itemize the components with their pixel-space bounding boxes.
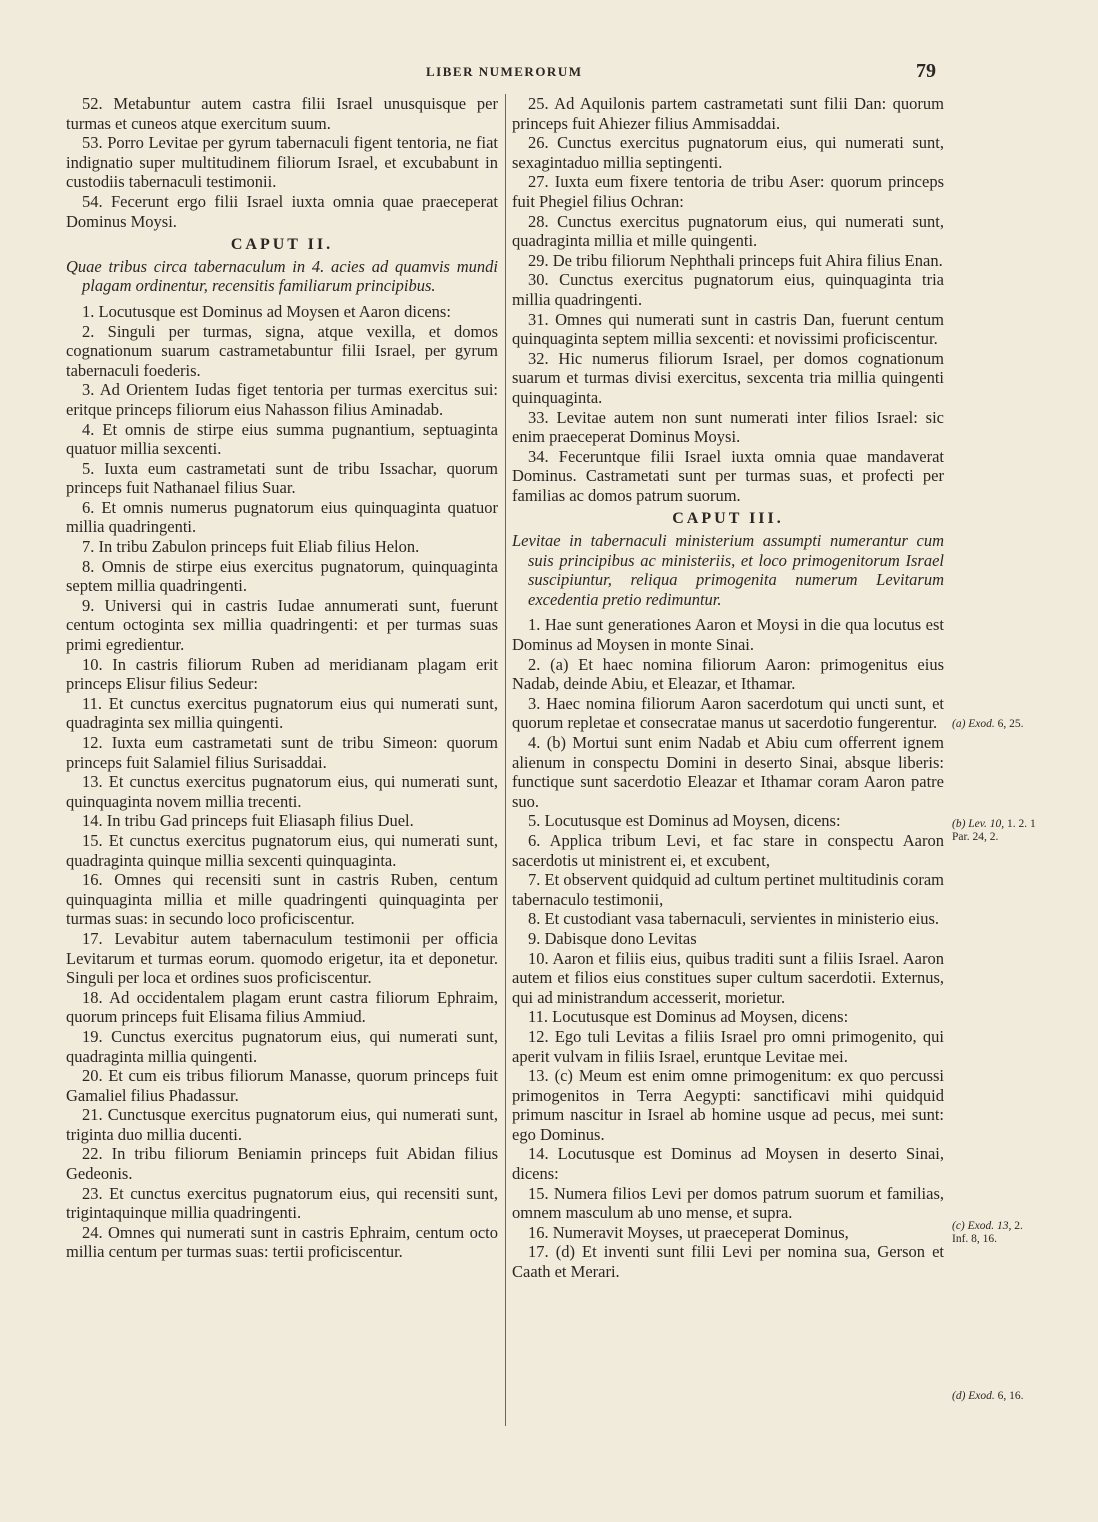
verse: 13. (c) Meum est enim omne primogenitum: ex quo percussi primogenitos in Terra Aegypti: sanctificavi mihi quidquid primum nascitur in Israel ab homine usque ad pecus, mei sunt: ego Dominus.: [512, 1066, 944, 1144]
verse: 53. Porro Levitae per gyrum tabernaculi figent tentoria, ne fiat indignatio super multitudinem filiorum Israel, et excubabunt in custodiis tabernaculi testimonii.: [66, 133, 498, 192]
verse: 8. Omnis de stirpe eius exercitus pugnatorum, quinquaginta septem millia quadringenti.: [66, 556, 498, 596]
margin-note-label: (a) Exod.: [952, 718, 995, 730]
margin-note-ref: 2. Inf. 8, 16.: [952, 1220, 1023, 1245]
verse: 11. Et cunctus exercitus pugnatorum eius qui numerati sunt, quadraginta sex millia quingenti.: [66, 693, 498, 733]
verse: 1. Locutusque est Dominus ad Moysen et Aaron dicens:: [82, 301, 451, 321]
verse: 10. In castris filiorum Ruben ad meridianam plagam erit princeps Elisur filius Sedeur:: [66, 654, 498, 694]
verse: 10. Aaron et filiis eius, quibus traditi sunt a filiis Israel. Aaron autem et filios eius constitues super cultum sacerdotii. Externus, qui ad ministrandum accesserit, morietur.: [512, 948, 944, 1007]
verse: 23. Et cunctus exercitus pugnatorum eius, qui recensiti sunt, trigintaquinque millia quadringenti.: [66, 1183, 498, 1223]
verse: 12. Ego tuli Levitas a filiis Israel pro omni primogenito, qui aperit vulvam in filiis Israel, eruntque Levitae mei.: [512, 1026, 944, 1066]
verse: 33. Levitae autem non sunt numerati inter filios Israel: sic enim praeceperat Dominus Moysi.: [512, 407, 944, 447]
verse: 7. Et observent quidquid ad cultum pertinet multitudinis coram tabernaculo testimonii,: [512, 870, 944, 909]
verse: 9. Universi qui in castris Iudae annumerati sunt, fuerunt centum octoginta sex millia quadringenti: et per turmas suas primi egredientur.: [66, 595, 498, 655]
margin-note-ref: 1. 2. 1 Par. 24, 2.: [952, 818, 1036, 843]
verse: 32. Hic numerus filiorum Israel, per domos cognationum suarum et turmas divisi exercitus, sexcenta tria millia quingenti quinquaginta.: [512, 348, 944, 407]
left-column: [66, 94, 498, 1262]
chapter-title: CAPUT III.: [672, 510, 784, 528]
chapter-summary: Levitae in tabernaculi ministerium assumpti numerantur cum suis principibus ac ministeriis, et loco primogenitorum Israel suscipiuntur, reliqua primogenita numerum Levitarum excedentia pretio redimuntur.: [512, 531, 944, 609]
verse: 25. Ad Aquilonis partem castrametati sunt filii Dan: quorum princeps fuit Ahiezer filius Ammisaddai.: [512, 94, 944, 133]
verse: 18. Ad occidentalem plagam erunt castra filiorum Ephraim, quorum princeps fuit Elisama filius Ammiud.: [66, 987, 498, 1027]
verse: 6. Et omnis numerus pugnatorum eius quinquaginta quatuor millia quadringenti.: [66, 497, 498, 537]
verse: 5. Locutusque est Dominus ad Moysen, dicens:: [528, 811, 841, 831]
verse: 9. Dabisque dono Levitas: [528, 928, 697, 948]
margin-note: [952, 1220, 1042, 1246]
verse: 14. In tribu Gad princeps fuit Eliasaph filius Duel.: [82, 811, 414, 831]
verse: 7. In tribu Zabulon princeps fuit Eliab filius Helon.: [82, 537, 420, 557]
verse: 27. Iuxta eum fixere tentoria de tribu Aser: quorum princeps fuit Phegiel filius Ochran:: [512, 172, 944, 211]
verse: 8. Et custodiant vasa tabernaculi, servientes in ministerio eius.: [528, 909, 940, 929]
verse: 15. Numera filios Levi per domos patrum suorum et familias, omnem masculum ab uno mense, et supra.: [512, 1183, 944, 1223]
verse: 19. Cunctus exercitus pugnatorum eius, qui numerati sunt, quadraginta millia quingenti.: [66, 1026, 498, 1066]
margin-note-label: (d) Exod.: [952, 1390, 995, 1402]
verse: 17. Levabitur autem tabernaculum testimonii per officia Levitarum et turmas eorum. quomodo erigetur, ita et deponetur. Singuli per loca et ordines suos proficiscentur.: [66, 928, 498, 988]
margin-note: [952, 818, 1042, 844]
chapter-title: CAPUT II.: [230, 236, 334, 254]
margin-note-label: (b) Lev. 10,: [952, 818, 1005, 830]
verse: 13. Et cunctus exercitus pugnatorum eius, qui numerati sunt, quinquaginta novem millia trecenti.: [66, 772, 498, 811]
verse: 15. Et cunctus exercitus pugnatorum eius, qui numerati sunt, quadraginta quinque millia sexcenti quinquaginta.: [66, 830, 498, 870]
verse: 3. Haec nomina filiorum Aaron sacerdotum qui uncti sunt, et quorum repletae et consecratae manus ut sacerdotio fungerentur.: [512, 693, 944, 733]
verse: 22. In tribu filiorum Beniamin princeps fuit Abidan filius Gedeonis.: [66, 1144, 498, 1184]
verse: 4. (b) Mortui sunt enim Nadab et Abiu cum offerrent ignem alienum in conspectu Domini in deserto Sinai, absque liberis: functique sunt sacerdotio Eleazar et Ithamar coram Aaron patre suo.: [512, 733, 944, 811]
verse: 6. Applica tribum Levi, et fac stare in conspectu Aaron sacerdotis ut ministrent ei, et excubent,: [512, 830, 944, 870]
column-divider: [505, 94, 506, 1426]
chapter-summary: Quae tribus circa tabernaculum in 4. acies ad quamvis mundi plagam ordinentur, recensitis familiarum principibus.: [66, 256, 498, 296]
verse: 31. Omnes qui numerati sunt in castris Dan, fuerunt centum quinquaginta septem millia sexcenti: et novissimi proficiscentur.: [512, 309, 944, 349]
verse: 1. Hae sunt generationes Aaron et Moysi in die qua locutus est Dominus ad Moysen in monte Sinai.: [512, 615, 944, 655]
verse: 12. Iuxta eum castrametati sunt de tribu Simeon: quorum princeps fuit Salamiel filius Surisaddai.: [66, 733, 498, 772]
verse: 30. Cunctus exercitus pugnatorum eius, quinquaginta tria millia quadringenti.: [512, 270, 944, 309]
right-column: [512, 94, 944, 1282]
verse: 2. Singuli per turmas, signa, atque vexilla, et domos cognationum suarum castrametabuntur filii Israel, per gyrum tabernaculi foederis.: [66, 321, 498, 380]
verse: 4. Et omnis de stirpe eius summa pugnantium, septuaginta quatuor millia sexcenti.: [66, 419, 498, 459]
verse: 2. (a) Et haec nomina filiorum Aaron: primogenitus eius Nadab, deinde Abiu, et Eleazar, et Ithamar.: [512, 654, 944, 694]
verse: 29. De tribu filiorum Nephthali princeps fuit Ahira filius Enan.: [528, 250, 943, 270]
running-title: LIBER NUMERORUM: [426, 64, 583, 79]
margin-note-ref: 6, 25.: [997, 718, 1024, 730]
margin-note-label: (c) Exod. 13,: [952, 1220, 1012, 1232]
verse: 26. Cunctus exercitus pugnatorum eius, qui numerati sunt, sexagintaduo millia septingenti.: [512, 133, 944, 172]
verse: 52. Metabuntur autem castra filii Israel unusquisque per turmas et cuneos atque exercitum suum.: [66, 94, 498, 133]
page-number: 79: [916, 60, 936, 82]
verse: 5. Iuxta eum castrametati sunt de tribu Issachar, quorum princeps fuit Nathanael filius Suar.: [66, 458, 498, 498]
verse: 14. Locutusque est Dominus ad Moysen in deserto Sinai, dicens:: [512, 1144, 944, 1184]
verse: 21. Cunctusque exercitus pugnatorum eius, qui numerati sunt, triginta duo millia ducenti.: [66, 1105, 498, 1144]
verse: 3. Ad Orientem Iudas figet tentoria per turmas exercitus sui: eritque princeps filiorum eius Nahasson filius Aminadab.: [66, 380, 498, 419]
verse: 20. Et cum eis tribus filiorum Manasse, quorum princeps fuit Gamaliel filius Phadassur.: [66, 1066, 498, 1105]
margin-note: [952, 718, 1042, 731]
verse: 16. Numeravit Moyses, ut praeceperat Dominus,: [528, 1222, 849, 1242]
verse: 54. Fecerunt ergo filii Israel iuxta omnia quae praeceperat Dominus Moysi.: [66, 191, 498, 231]
verse: 24. Omnes qui numerati sunt in castris Ephraim, centum octo millia centum per turmas suas: tertii proficiscentur.: [66, 1222, 498, 1262]
verse: 28. Cunctus exercitus pugnatorum eius, qui numerati sunt, quadraginta millia et mille quingenti.: [512, 211, 944, 251]
verse: 16. Omnes qui recensiti sunt in castris Ruben, centum quinquaginta millia et mille quadringenti quinquaginta per turmas suas: in secundo loco proficiscentur.: [66, 870, 498, 929]
verse: 17. (d) Et inventi sunt filii Levi per nomina sua, Gerson et Caath et Merari.: [512, 1242, 944, 1282]
verse: 34. Feceruntque filii Israel iuxta omnia quae mandaverat Dominus. Castrametati sunt per turmas suas, et profecti per familias ac domos patrum suorum.: [512, 446, 944, 505]
verse: 11. Locutusque est Dominus ad Moysen, dicens:: [528, 1007, 849, 1027]
margin-note-ref: 6, 16.: [997, 1390, 1024, 1402]
margin-note: [952, 1390, 1042, 1403]
